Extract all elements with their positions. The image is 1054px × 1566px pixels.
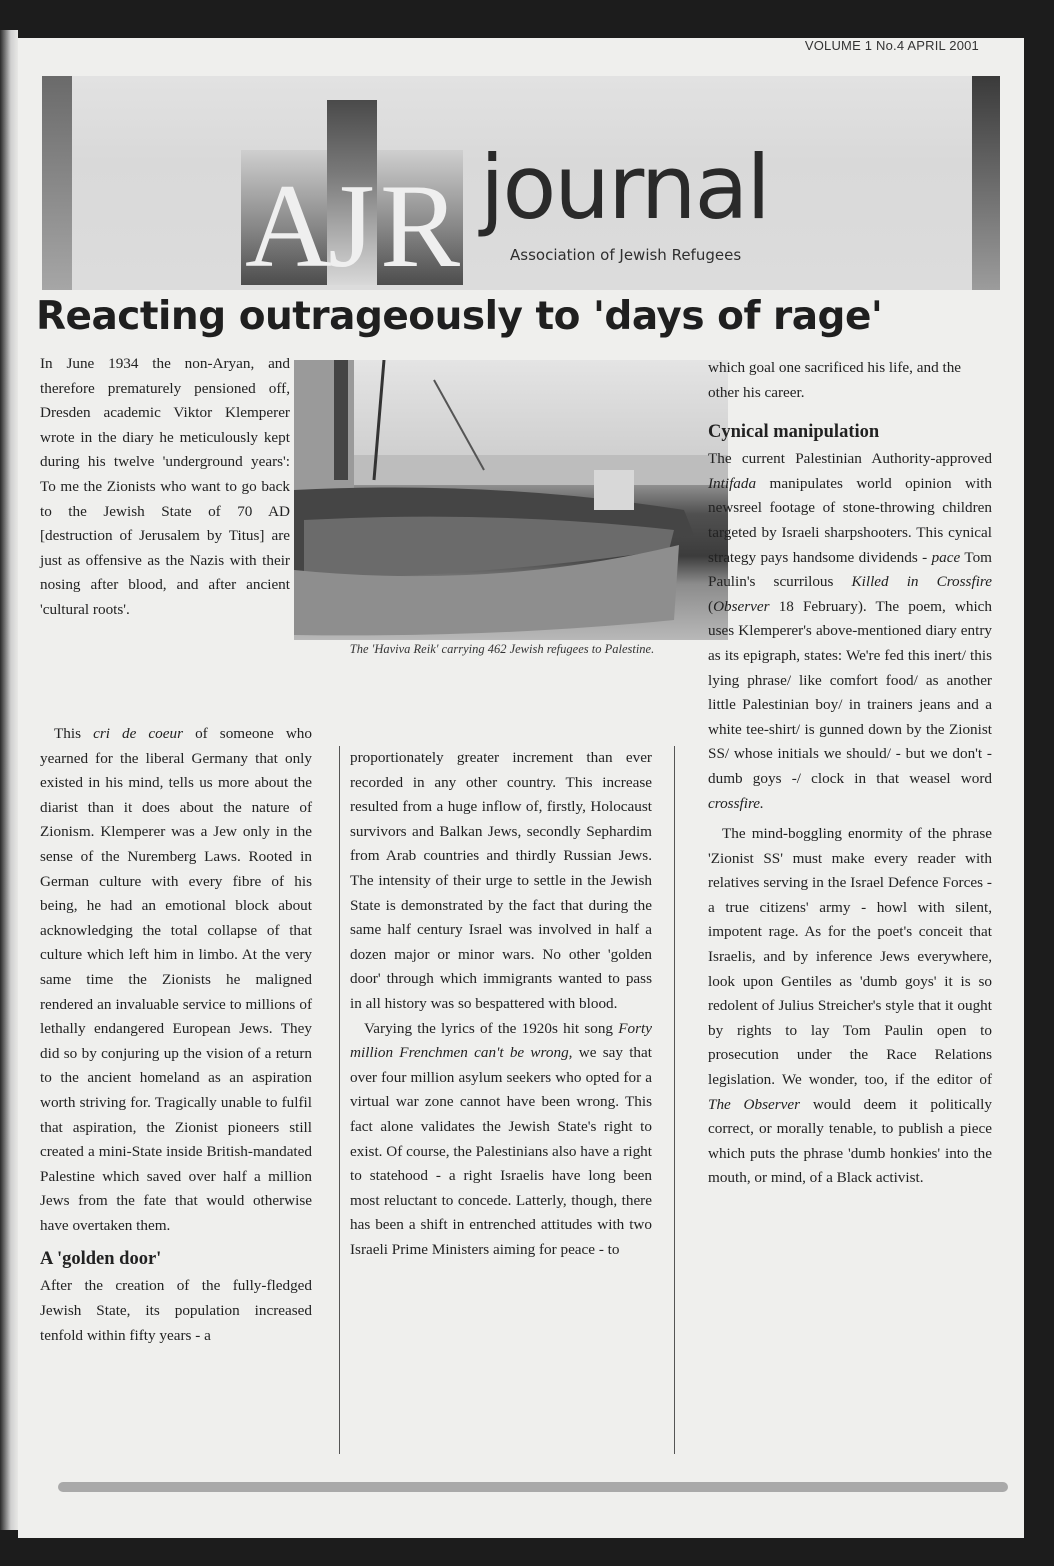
paragraph: This cri de coeur of someone who yearned for the liberal Germany that only existed in his mind, tells us more about the diarist than it does about the nature of Zionism. Klemperer was a Jew only in the sense of the Nuremberg Laws. Rooted in German culture with every fibre of his being, he had an emotional block about acknowledging the total collapse of that culture which left him in limbo. At the very same time the Zionists he maligned rendered an invaluable service to millions of lethally endangered European Jews. They did so by conjuring up the vision of a return to the ancient homeland as an aspiration worth striving for. Tragically unable to fulfil that aspiration, the Zionist pioneers still created a mini-State inside British-mandated Palestine which saved over half a million Jews from the fate that would otherwise have overtaken them. xyxy=(40,725,312,1234)
column-1 xyxy=(40,352,290,623)
volume-issue-line: VOLUME 1 No.4 APRIL 2001 xyxy=(804,38,979,53)
photo-refugee-ship xyxy=(294,360,728,640)
paragraph: The mind-boggling enormity of the phrase 'Zionist SS' must make every reader with relatives serving in the Israel Defence Forces - a true citizens' army - howl with silent, impotent rage. As for the poet's conceit that Israelis, and by inference Jews everywhere, look upon Gentiles as 'dumb goys' it is so redolent of Julius Streicher's style that it ought by rights to lay Tom Paulin open to prosecution under the Race Relations legislation. We wonder, too, if the editor of The Observer would deem it politically correct, or morally tenable, to publish a piece which puts the phrase 'dumb honkies' into the mouth, or mind, of a Black activist. xyxy=(708,825,992,1187)
book-spine-shadow xyxy=(0,30,18,1530)
paragraph: proportionately greater increment than ever recorded in any other country. This increase resulted from a huge inflow of, firstly, Holocaust survivors and Balkan Jews, secondly Sephardim from Arab countries and thirdly Russian Jews. The intensity of their urge to settle in the Jewish State is demonstrated by the fact that during the same half century Israel was involved in half a dozen major or minor wars. No other 'golden door' through which immigrants wanted to pass in all history was so bespattered with blood. xyxy=(350,749,652,1012)
paragraph: In June 1934 the non-Aryan, and therefore prematurely pensioned off, Dresden academic Viktor Klemperer wrote in the diary he meticulously kept during his twelve 'underground years': To me the Zionists who want to go back to the Jewish State of 70 AD [destruction of Jerusalem by Titus] are just as offensive as the Nazis with their nosing after blood, and after ancient 'cultural roots'. xyxy=(40,355,290,618)
column-3-top xyxy=(708,356,992,1191)
column-divider-right xyxy=(674,746,675,1454)
logo-letter-r: R xyxy=(380,159,461,292)
logo-letter-j: J xyxy=(328,159,375,292)
bottom-rule xyxy=(58,1482,1008,1492)
ship-illustration xyxy=(294,360,728,640)
photo-caption: The 'Haviva Reik' carrying 462 Jewish refugees to Palestine. xyxy=(349,642,655,656)
masthead-title: journal xyxy=(480,136,769,239)
column-1-continued xyxy=(40,722,312,1348)
paragraph: After the creation of the fully-fledged Jewish State, its population increased tenfold within fifty years - a xyxy=(40,1277,312,1344)
masthead-subtitle: Association of Jewish Refugees xyxy=(510,246,742,264)
masthead-left-bar xyxy=(42,76,72,290)
paragraph: Varying the lyrics of the 1920s hit song Forty million Frenchmen can't be wrong, we say that over four million asylum seekers who opted for a virtual war zone cannot have been wrong. This fact alone validates the Jewish State's right to exist. Of course, the Palestinians also have a right to statehood - a right Israelis have long been most reluctant to concede. Latterly, though, there has been a shift in entrenched attitudes with two Israeli Prime Ministers aiming for peace - to xyxy=(350,1019,652,1258)
masthead-right-bar xyxy=(972,76,1000,290)
column-divider-left xyxy=(339,746,340,1454)
journal-page xyxy=(18,38,1024,1538)
paragraph: which goal one sacrificed his life, and the other his career. xyxy=(708,359,962,401)
subheading-golden-door: A 'golden door' xyxy=(40,1249,162,1270)
article-headline: Reacting outrageously to 'days of rage' xyxy=(36,294,883,339)
logo-letter-a: A xyxy=(245,159,332,292)
paragraph: The current Palestinian Authority-approved Intifada manipulates world opinion with newsreel footage of stone-throwing children targeted by Israeli sharpshooters. This cynical strategy pays handsome dividends - pace Tom Paulin's scurrilous Killed in Crossfire (Observer 18 February). The poem, which uses Klemperer's above-mentioned diary entry as its epigraph, states: We're fed this inert/ this lying phrase/ like comfort food/ as another little Palestinian boy/ in trainers jeans and a white tee-shirt/ is gunned down by the Zionist SS/ whose initials we should/ - but we don't - dumb goys -/ clock in that weasel word crossfire. xyxy=(708,450,992,812)
column-2 xyxy=(350,746,652,1262)
subheading-cynical-manipulation: Cynical manipulation xyxy=(708,422,880,443)
